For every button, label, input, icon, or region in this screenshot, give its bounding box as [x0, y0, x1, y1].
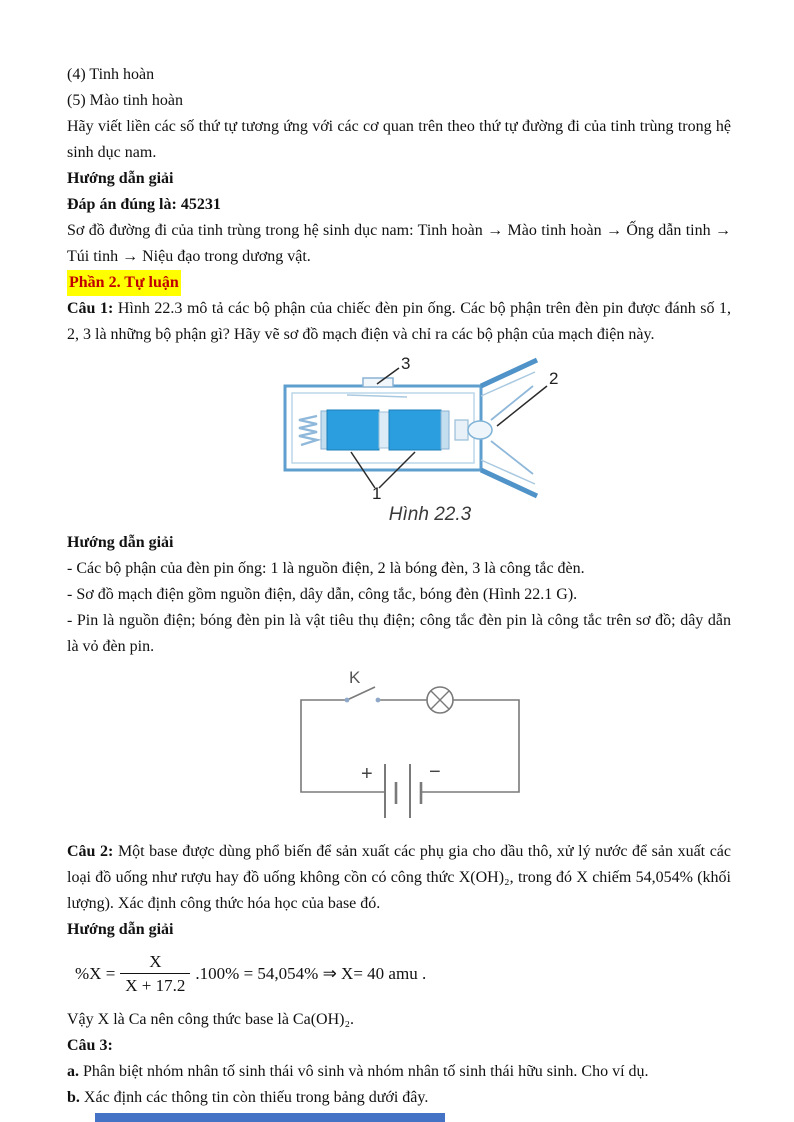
cau2-paragraph	[67, 839, 731, 917]
cau3-b-text: Xác định các thông tin còn thiếu trong bảng dưới đây.	[79, 1089, 429, 1106]
bulb-glass	[468, 421, 492, 439]
flashlight-figure	[275, 354, 585, 528]
battery-minus-label: −	[429, 761, 441, 783]
battery-2	[389, 410, 441, 450]
part2-heading: Phần 2. Tự luận	[67, 270, 181, 296]
cau3-b-label: b.	[67, 1089, 80, 1106]
battery-cap-left	[321, 411, 327, 449]
formula-denominator: X + 17.2	[120, 973, 190, 997]
switch-dot-left	[345, 698, 350, 703]
formula-lhs: %X =	[75, 964, 116, 983]
battery-cap-right	[441, 411, 449, 449]
cau3-item-a	[67, 1059, 731, 1085]
cau1-label: Câu 1:	[67, 300, 114, 317]
circuit-figure	[289, 670, 539, 829]
bulb-base	[455, 420, 468, 440]
answer-line: Đáp án đúng là: 45231	[67, 196, 221, 213]
cau2-label: Câu 2:	[67, 843, 114, 860]
figure-label-batteries: 1	[372, 484, 382, 500]
guide-heading-2: Hướng dẫn giải	[67, 534, 174, 551]
spring	[299, 416, 317, 445]
guide-heading-1: Hướng dẫn giải	[67, 170, 174, 187]
guide-heading-3: Hướng dẫn giải	[67, 921, 174, 938]
cau1-bullet-1: - Các bộ phận của đèn pin ống: 1 là nguồn điện, 2 là bóng đèn, 3 là công tắc đèn.	[67, 560, 585, 577]
reflector-cone-bottom	[491, 441, 533, 474]
cau3-a-text: Phân biệt nhóm nhân tố sinh thái vô sinh và nhóm nhân tố sinh thái hữu sinh. Cho ví dụ.	[79, 1063, 649, 1080]
switch-dot-right	[376, 698, 381, 703]
reflector-top	[481, 360, 537, 386]
formula-rhs: .100% = 54,054% ⇒ X= 40 amu .	[195, 964, 427, 983]
document-content	[67, 62, 731, 1111]
table-header-strip	[95, 1113, 445, 1122]
cau1-text: Hình 22.3 mô tả các bộ phận của chiếc đèn pin ống. Các bộ phận trên đèn pin được đánh số 1, 2, 3 là những bộ phận gì? Hãy vẽ sơ đồ mạch điện và chỉ ra các bộ phận của mạch điện này.	[67, 300, 732, 343]
formula-block	[75, 949, 731, 999]
question-prompt: Hãy viết liền các số thứ tự tương ứng với các cơ quan trên theo thứ tự đường đi của tinh trùng trong hệ sinh dục nam.	[67, 118, 731, 161]
figure-label-bulb: 2	[549, 369, 559, 388]
cau3-item-b	[67, 1085, 731, 1111]
circuit-diagram	[289, 670, 539, 820]
cau3-a-label: a.	[67, 1063, 79, 1080]
figure-caption: Hình 22.3	[388, 504, 472, 525]
reflector-bottom	[481, 470, 537, 496]
cau1-paragraph	[67, 296, 731, 348]
list-item-5: (5) Mào tinh hoàn	[67, 92, 183, 109]
switch-blade	[347, 687, 375, 700]
cau2-conclusion: Vậy X là Ca nên công thức base là Ca(OH)₂.	[67, 1011, 355, 1028]
cau1-bullet-3: - Pin là nguồn điện; bóng đèn pin là vật tiêu thụ điện; công tắc đèn pin là công tắc trên sơ đồ; dây dẫn là vỏ đèn pin.	[67, 612, 731, 655]
cau2-text: Một base được dùng phổ biến để sản xuất các phụ gia cho dầu thô, xử lý nước để sản xuất các loại đồ uống như rượu hay đồ uống không cồn có công thức X(OH)₂, trong đó X chiếm 54,054% (khối lượng). Xác định công thức hóa học của base đó.	[67, 843, 731, 912]
switch-label: K	[349, 670, 361, 687]
formula-numerator: X	[149, 952, 162, 971]
part2-heading-row	[67, 270, 731, 296]
cau1-bullet-2: - Sơ đồ mạch điện gồm nguồn điện, dây dẫn, công tắc, bóng đèn (Hình 22.1 G).	[67, 586, 578, 603]
switch-contact-strip	[347, 395, 407, 397]
leader-line-2	[497, 386, 547, 426]
battery-junction	[379, 412, 389, 448]
flashlight-diagram	[275, 354, 585, 500]
battery-1	[327, 410, 379, 450]
list-item-4: (4) Tinh hoàn	[67, 66, 155, 83]
formula-fraction	[120, 951, 190, 997]
figure-label-switch: 3	[401, 354, 411, 373]
battery-plus-label: +	[361, 763, 373, 785]
cau3-label: Câu 3:	[67, 1037, 113, 1054]
sperm-path-line: Sơ đồ đường đi của tinh trùng trong hệ sinh dục nam: Tinh hoàn → Mào tinh hoàn → Ống dẫn tinh → Túi tinh → Niệu đạo trong dương vật.	[67, 222, 731, 265]
